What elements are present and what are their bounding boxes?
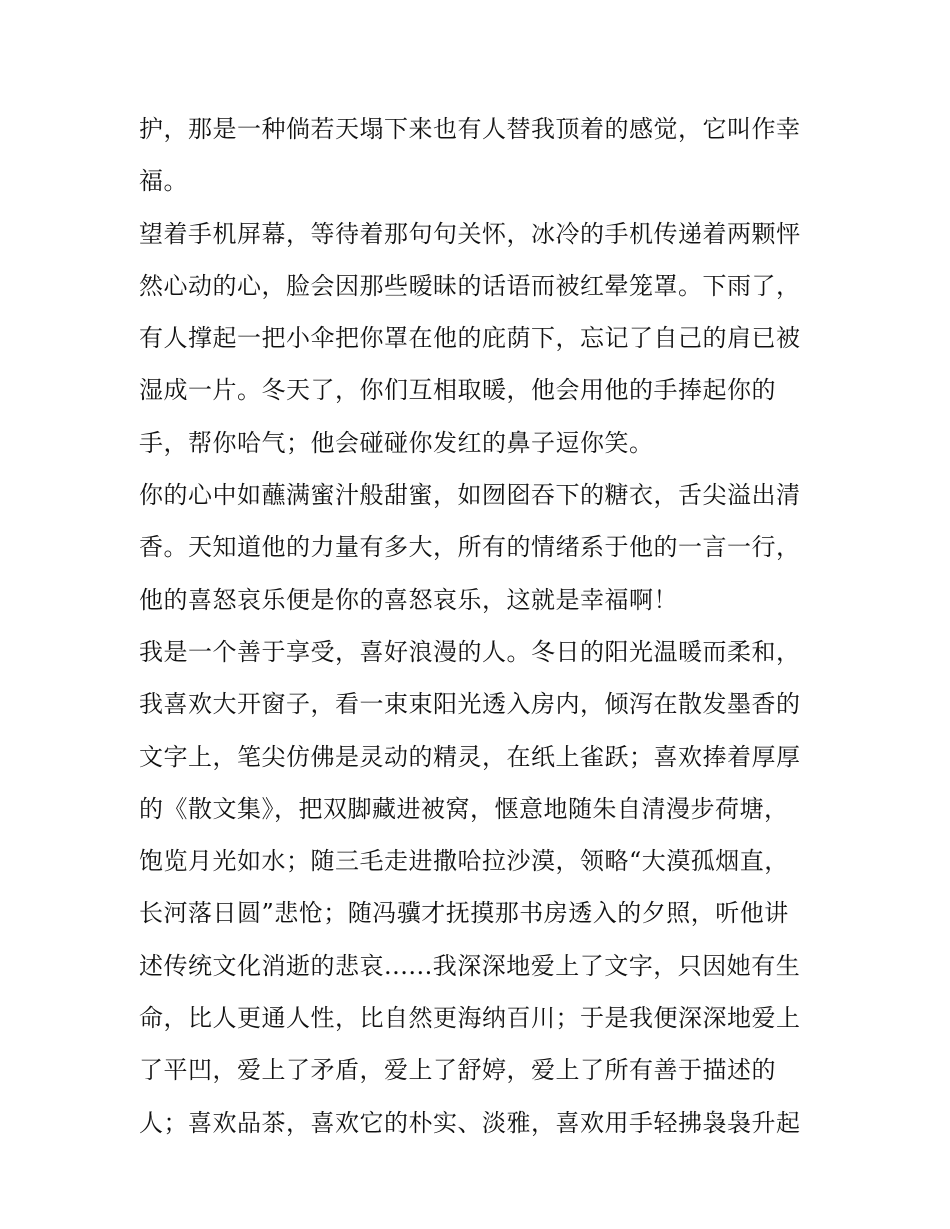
text-line: 饱览月光如水；随三毛走进撒哈拉沙漠，领略“大漠孤烟直， — [139, 847, 789, 876]
text-line: 命，比人更通人性，比自然更海纳百川；于是我便深深地爱上 — [139, 1004, 801, 1033]
body-text — [139, 103, 819, 1149]
text-line: 他的喜怒哀乐便是你的喜怒哀乐，这就是幸福啊！ — [139, 585, 678, 614]
text-line: 护，那是一种倘若天塌下来也有人替我顶着的感觉，它叫作幸 — [139, 115, 801, 143]
text-line: 的《散文集》，把双脚藏进被窝，惬意地随朱自清漫步荷塘， — [139, 794, 789, 823]
text-line: 文字上，笔尖仿佛是灵动的精灵，在纸上雀跃；喜欢捧着厚厚 — [139, 742, 801, 771]
text-line: 人；喜欢品茶，喜欢它的朴实、淡雅，喜欢用手轻拂袅袅升起 — [139, 1108, 801, 1137]
text-line: 福。 — [139, 167, 188, 196]
text-line: 有人撑起一把小伞把你罩在他的庇荫下，忘记了自己的肩已被 — [139, 324, 801, 353]
text-line: 湿成一片。冬天了，你们互相取暖，他会用他的手捧起你的 — [139, 376, 776, 405]
text-line: 了平凹，爱上了矛盾，爱上了舒婷，爱上了所有善于描述的 — [139, 1056, 776, 1085]
text-line: 你的心中如蘸满蜜汁般甜蜜，如囫囵吞下的糖衣，舌尖溢出清 — [139, 481, 801, 510]
text-line: 望着手机屏幕，等待着那句句关怀，冰冷的手机传递着两颗怦 — [139, 219, 801, 248]
text-line: 我是一个善于享受，喜好浪漫的人。冬日的阳光温暖而柔和， — [139, 637, 801, 666]
text-line: 香。天知道他的力量有多大，所有的情绪系于他的一言一行， — [139, 533, 801, 562]
text-line: 我喜欢大开窗子，看一束束阳光透入房内，倾泻在散发墨香的 — [139, 690, 801, 719]
text-line: 然心动的心，脸会因那些暧昧的话语而被红晕笼罩。下雨了， — [139, 271, 801, 300]
text-line: 长河落日圆”悲怆；随冯骥才抚摸那书房透入的夕照，听他讲 — [139, 899, 789, 928]
text-line: 手，帮你哈气；他会碰碰你发红的鼻子逗你笑。 — [139, 428, 654, 457]
text-line: 述传统文化消逝的悲哀......我深深地爱上了文字，只因她有生 — [139, 951, 801, 980]
